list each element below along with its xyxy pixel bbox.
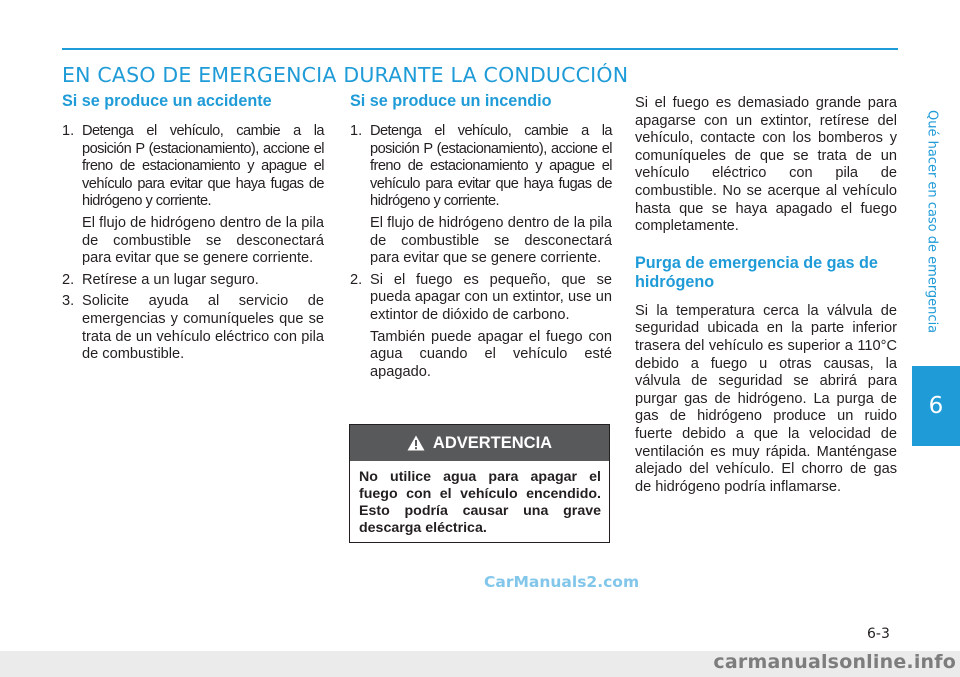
step-text: Detenga el vehículo, cambie a la posición P (estacionamiento), accione el freno de estacionamiento y apague el vehículo para evitar que haya fugas de hidrógeno y corriente. [370, 123, 612, 210]
list-item [350, 123, 612, 268]
step-number: 1. [62, 123, 75, 139]
accident-steps [62, 123, 324, 364]
page-number: 6-3 [867, 626, 890, 642]
step-text: El flujo de hidrógeno dentro de la pila de combustible se desconectará para evitar que se genere corriente. [82, 214, 324, 267]
warning-text: No utilice agua para apagar el fuego con el vehículo encendido. Esto podría causar una grave descarga eléctrica. [359, 469, 601, 536]
large-fire-text: Si el fuego es demasiado grande para apagarse con un extintor, retírese del vehículo, contacte con los bomberos y comuníqueles de que se trata de un vehículo eléctrico con pila de combustible. No se acerque al vehículo hasta que se haya apagado el fuego completamente. [635, 95, 897, 235]
list-item [350, 272, 612, 382]
top-rule [62, 48, 898, 50]
list-item [62, 293, 324, 363]
step-number: 2. [350, 271, 363, 288]
fire-steps [350, 123, 612, 381]
step-number: 2. [62, 271, 75, 288]
step-text: Solicite ayuda al servicio de emergencias y comuníqueles que se trata de un vehículo eléctrico con pila de combustible. [82, 293, 324, 363]
list-item [62, 272, 324, 290]
warning-triangle-icon [407, 435, 425, 451]
chapter-tab: 6 [912, 366, 960, 446]
fire-section [350, 92, 612, 385]
warning-title: ADVERTENCIA [432, 433, 553, 452]
fire-heading: Si se produce un incendio [350, 92, 552, 110]
list-item [62, 123, 324, 268]
step-number: 3. [62, 293, 75, 310]
step-text: El flujo de hidrógeno dentro de la pila de combustible se desconectará para evitar que se genere corriente. [370, 214, 612, 267]
footer-watermark: carmanualsonline.info [713, 651, 956, 673]
warning-header [350, 425, 609, 461]
warning-box [349, 424, 610, 543]
step-number: 1. [350, 123, 363, 139]
accident-section [62, 92, 324, 368]
watermark: CarManuals2.com [484, 573, 640, 591]
step-text: Detenga el vehículo, cambie a la posición P (estacionamiento), accione el freno de estacionamiento y apague el vehículo para evitar que haya fugas de hidrógeno y corriente. [82, 123, 324, 210]
section-title: EN CASO DE EMERGENCIA DURANTE LA CONDUCCIÓN [62, 63, 629, 87]
step-text: Si el fuego es pequeño, que se pueda apagar con un extintor, use un extintor de dióxido de carbono. [370, 271, 612, 323]
accident-heading: Si se produce un accidente [62, 92, 272, 110]
purge-text: Si la temperatura cerca la válvula de seguridad ubicada en la parte inferior trasera del vehículo es superior a 110°C debido a fuego u otras causas, la válvula de seguridad se abrirá para purgar gas de hidrógeno. La purga de gas de hidrógeno produce un ruido fuerte debido a que la velocidad de ventilación es muy rápida. Manténgase alejado del vehículo. El chorro de gas de hidrógeno podría inflamarse. [635, 302, 897, 495]
purge-heading: Purga de emergencia de gas de hidrógeno [635, 253, 878, 291]
step-text: También puede apagar el fuego con agua cuando el vehículo esté apagado. [370, 328, 612, 380]
right-column [635, 95, 897, 496]
chapter-side-label: Qué hacer en caso de emergencia [924, 110, 940, 334]
step-text: Retírese a un lugar seguro. [82, 271, 259, 288]
